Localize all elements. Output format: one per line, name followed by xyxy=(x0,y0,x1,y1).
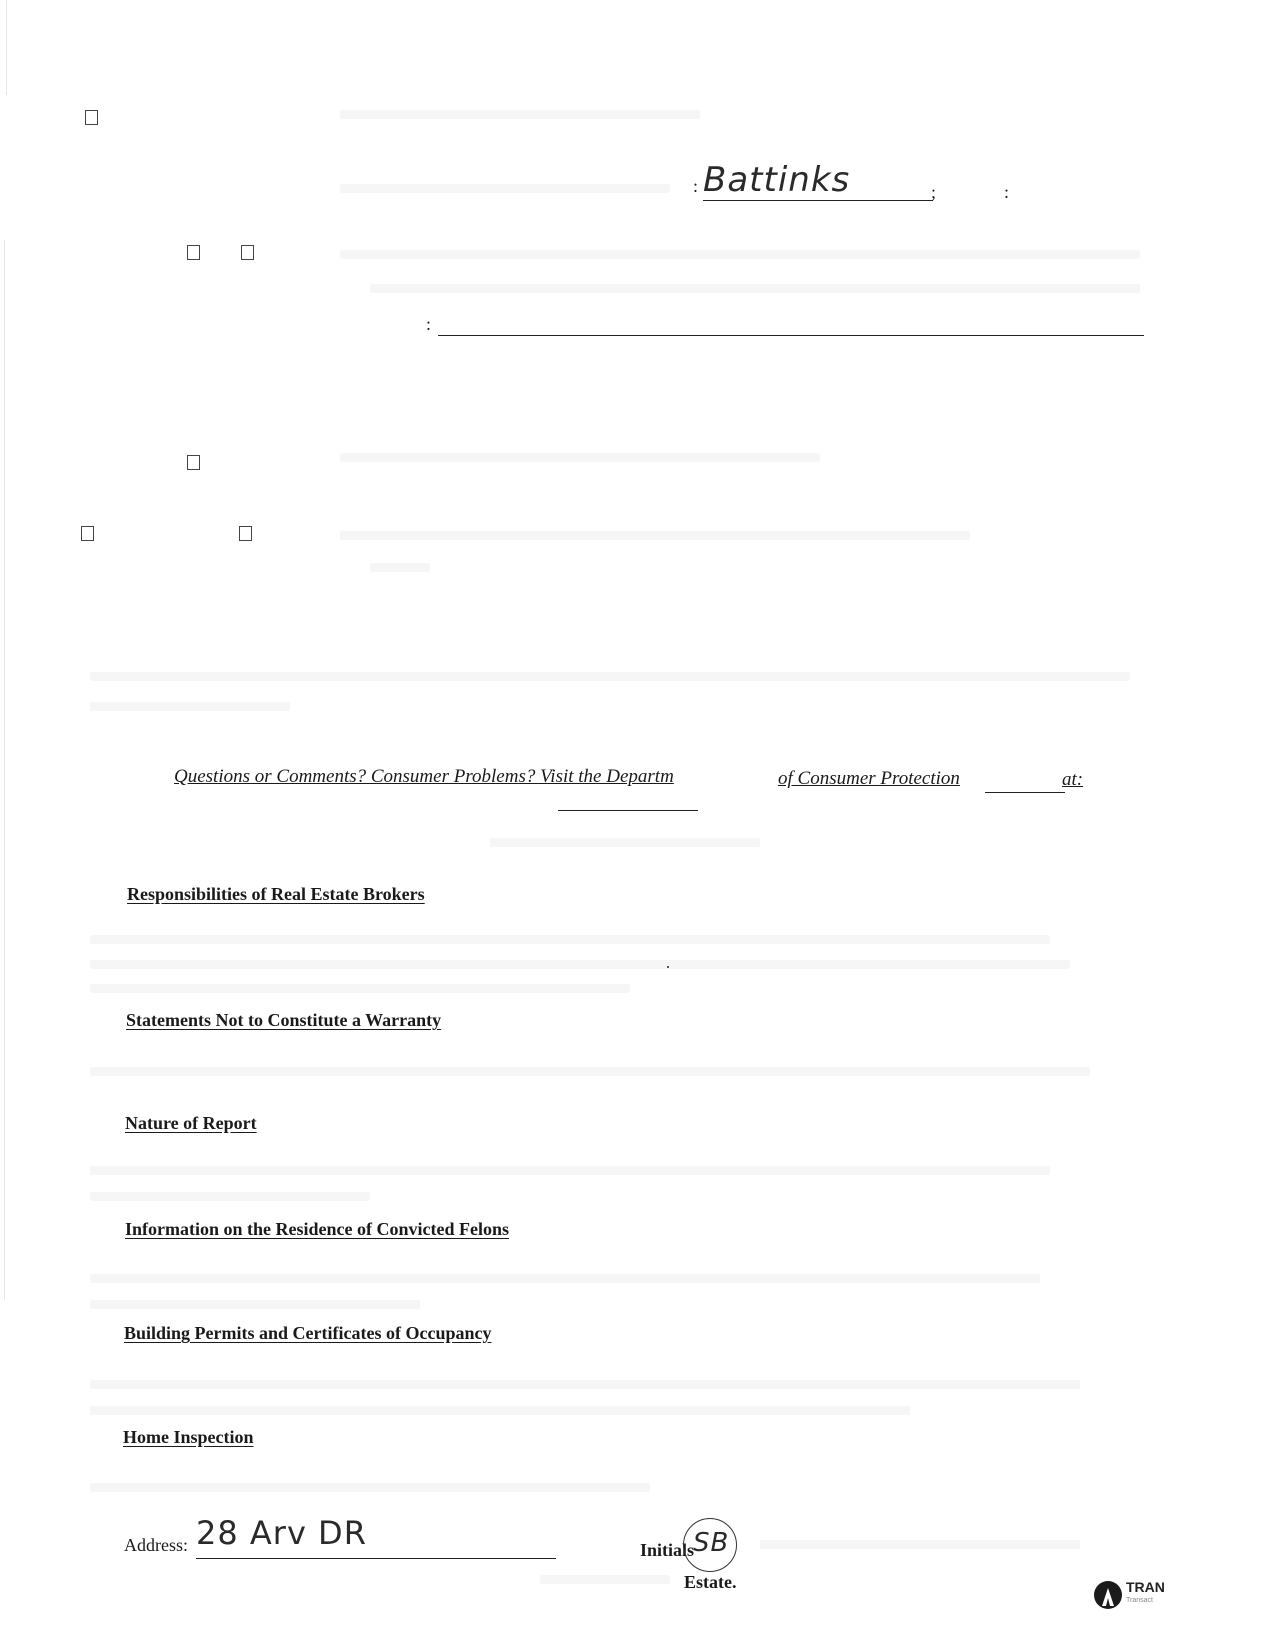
field-semicolon: ; xyxy=(931,182,937,202)
faint-text-line xyxy=(340,184,670,193)
checkbox[interactable] xyxy=(187,245,200,260)
faint-text-line xyxy=(760,1540,1080,1549)
faint-text-line xyxy=(340,453,820,462)
estate-text: Estate. xyxy=(684,1572,737,1592)
faint-text-line xyxy=(490,838,760,847)
dcp-text: at: xyxy=(1062,769,1084,790)
faint-text-line xyxy=(340,110,700,119)
field-underline xyxy=(703,200,933,201)
checkbox[interactable] xyxy=(187,455,200,470)
faint-text-line xyxy=(90,672,1130,681)
faint-text-line xyxy=(90,1192,370,1201)
dcp-text: of Consumer Protection xyxy=(778,768,960,789)
heading-building-permits: Building Permits and Certificates of Occupancy xyxy=(124,1323,492,1343)
faint-text-line xyxy=(90,960,1070,969)
heading-home-inspection: Home Inspection xyxy=(123,1427,254,1447)
faint-text-line xyxy=(90,984,630,993)
heading-responsibilities: Responsibilities of Real Estate Brokers xyxy=(127,884,425,904)
faint-text-line xyxy=(90,1274,1040,1283)
faint-text-line xyxy=(340,531,970,540)
faint-text-line xyxy=(90,1380,1080,1389)
scan-edge-left xyxy=(6,0,7,95)
checkbox[interactable] xyxy=(241,245,254,260)
handwritten-address[interactable]: 28 Arv DR xyxy=(196,1514,367,1552)
checkbox[interactable] xyxy=(81,526,94,541)
blank-field-line[interactable] xyxy=(438,335,1144,336)
faint-text-line xyxy=(90,702,290,711)
checkbox[interactable] xyxy=(85,110,98,125)
dcp-underline xyxy=(985,792,1065,793)
heading-nature-of-report: Nature of Report xyxy=(125,1113,257,1133)
field-colon: : xyxy=(1004,182,1010,202)
faint-text-line xyxy=(90,1483,650,1492)
checkbox[interactable] xyxy=(239,526,252,541)
logo-mark-icon xyxy=(1093,1580,1123,1610)
faint-text-line xyxy=(90,1406,910,1415)
address-underline xyxy=(196,1558,556,1559)
field-colon: : xyxy=(693,176,699,196)
website-underline xyxy=(558,810,698,811)
faint-text-line xyxy=(90,935,1050,944)
faint-text-line xyxy=(90,1067,1090,1076)
faint-text-line xyxy=(90,1166,1050,1175)
faint-text-line xyxy=(370,563,430,572)
faint-text-line xyxy=(340,250,1140,259)
heading-convicted-felons: Information on the Residence of Convicted Felons xyxy=(125,1219,509,1239)
faint-text-line xyxy=(370,284,1140,293)
handwritten-initials[interactable]: SB xyxy=(693,1528,730,1558)
heading-warranty: Statements Not to Constitute a Warranty xyxy=(126,1010,442,1030)
field-colon: : xyxy=(426,314,432,334)
faint-text-line xyxy=(90,1300,420,1309)
scan-edge-left-lower xyxy=(4,240,5,1300)
logo-text: TRAN xyxy=(1126,1579,1165,1595)
address-label: Address: xyxy=(124,1535,188,1555)
scan-dot xyxy=(667,966,669,968)
transaction-logo xyxy=(1093,1578,1213,1612)
faint-text-line xyxy=(540,1575,670,1584)
dcp-text: Questions or Comments? Consumer Problems? Visit the Departm xyxy=(174,766,674,787)
initials-label: Initials xyxy=(640,1540,695,1560)
handwritten-field-value[interactable]: Battinks xyxy=(703,160,851,200)
logo-subtext: Transact xyxy=(1126,1597,1153,1604)
